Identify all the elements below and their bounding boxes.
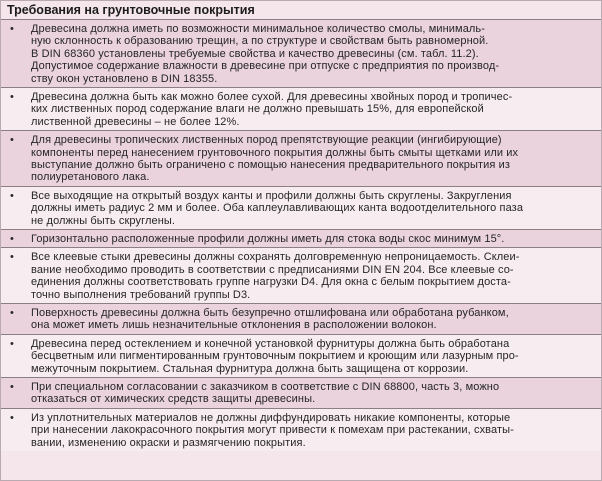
requirement-line: полиуретанового лака. [31, 171, 150, 184]
requirement-line: При специальном согласовании с заказчиком в соответствие с DIN 68800, часть 3, можно [31, 381, 500, 393]
requirement-line: единения должны соответствовать группе нагрузки D4. Для окна с белым покрытием доста- [31, 276, 511, 289]
requirement-line: межуточным покрытием. Стальная фурнитура должна быть защищена от коррозии. [31, 362, 469, 375]
requirement-item [1, 408, 601, 451]
bullet-icon: • [10, 251, 14, 264]
requirement-line: Поверхность древесины должна быть безупречно отшлифована или обработана рубанком, [31, 307, 509, 319]
bullet-icon: • [10, 233, 14, 245]
requirement-line: бесцветным или пигментированным грунтовочным покрытием и кроющим или лазурным про- [31, 350, 519, 363]
requirement-line: Для древесины тропических лиственных пород препятствующие реакции (ингибирующие) [31, 134, 502, 147]
requirement-item [1, 247, 601, 303]
requirement-item [1, 303, 601, 334]
requirement-line: должны иметь радиус 2 мм и более. Оба каплеулавливающих канта водоотделительного паза [31, 202, 524, 215]
requirement-line: она может иметь лишь незначительные отклонения в расположении волокон. [31, 319, 437, 332]
requirement-line: В DIN 68360 установлены требуемые свойства и качество древесины (см. табл. 11.2). [31, 47, 479, 60]
requirement-item [1, 19, 601, 87]
requirement-line: вание необходимо проводить в соответствии с предписаниями DIN EN 204. Все клеевые со- [31, 263, 514, 276]
requirement-line: выступание должно быть ограничено с помощью нанесения предварительного покрытия из [31, 158, 510, 171]
requirement-item [1, 334, 601, 377]
requirement-line: компоненты перед нанесением грунтовочного покрытия должны быть смыты щетками или их [31, 146, 519, 159]
bullet-icon: • [10, 337, 14, 350]
requirement-line: Древесина должна иметь по возможности минимальное количество смолы, минималь- [31, 23, 486, 35]
bullet-icon: • [10, 91, 14, 103]
bullet-icon: • [10, 307, 14, 319]
requirement-item [1, 87, 601, 130]
requirement-line: точно выполнения требований группы D3. [31, 288, 251, 301]
bullet-icon: • [10, 23, 14, 35]
requirement-line: Древесина перед остеклением и конечной установкой фурнитуры должна быть обработана [31, 337, 510, 350]
requirement-line: ную склонность к образованию трещин, а по структуре и свойствам быть равномерной. [31, 35, 489, 48]
bullet-icon: • [10, 189, 14, 202]
requirement-line: Древесина должна быть как можно более сухой. Для древесины хвойных пород и тропичес- [31, 91, 513, 103]
requirement-line: отказаться от химических средств защиты древесины. [31, 393, 316, 406]
requirement-line: ких лиственных пород содержание влаги не должно превышать 15%, для европейской [31, 103, 484, 116]
requirement-line: ству окон установлено в DIN 18355. [31, 72, 218, 85]
requirement-line: не должны быть скруглены. [31, 214, 176, 227]
requirement-line: вании, изменению окраски и размягчению покрытия. [31, 436, 306, 449]
bullet-icon: • [10, 381, 14, 393]
requirement-line: Из уплотнительных материалов не должны диффундировать никакие компоненты, которые [31, 411, 511, 424]
bullet-icon: • [10, 134, 14, 147]
section-heading: Требования на грунтовочные покрытия [7, 3, 255, 17]
requirement-item [1, 377, 601, 408]
requirement-line: при нанесении лакокрасочного покрытия могут привести к помехам при растекании, схваты- [31, 424, 514, 437]
requirement-line: Допустимое содержание влажности в древесине при отпуске с предприятия по производ- [31, 60, 500, 73]
requirement-item [1, 186, 601, 229]
requirement-line: Все клеевые стыки древесины должны сохранять долговременную непроницаемость. Склеи- [31, 251, 520, 264]
requirement-line: Горизонтально расположенные профили должны иметь для стока воды скос минимум 15°. [31, 233, 505, 245]
requirement-item [1, 229, 601, 247]
requirement-item [1, 130, 601, 186]
requirement-line: Все выходящие на открытый воздух канты и профили должны быть скруглены. Закругления [31, 189, 512, 202]
requirement-line: лиственной древесины – не более 12%. [31, 115, 240, 128]
bullet-icon: • [10, 411, 14, 424]
